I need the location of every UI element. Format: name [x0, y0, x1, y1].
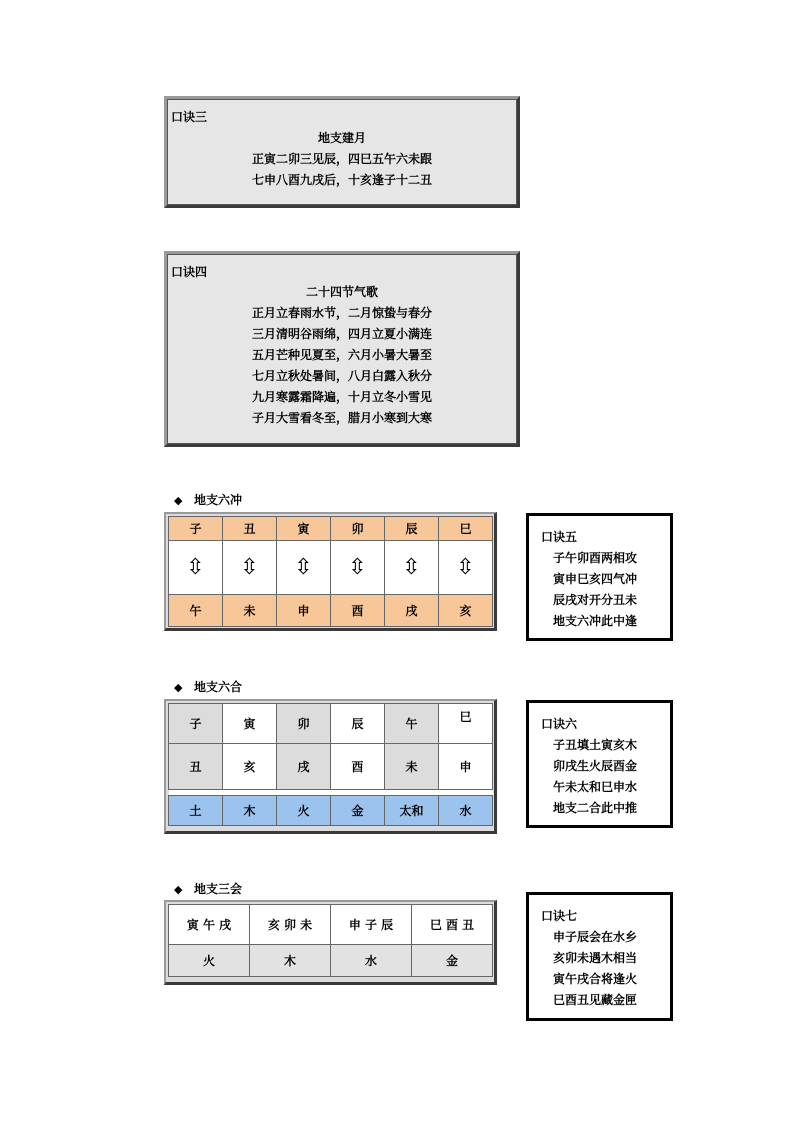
branch-cell: 戌	[277, 744, 331, 790]
arrow-cell	[223, 541, 277, 595]
rhyme-5-line: 地支六冲此中逢	[553, 614, 638, 628]
branch-cell: 未	[385, 744, 439, 790]
branch-cell: 午	[385, 704, 439, 744]
liuchong-arrow-row	[169, 541, 493, 595]
rhyme-7-label: 口诀七	[541, 909, 578, 923]
rhyme-7-line: 申子辰会在水乡	[553, 930, 638, 944]
rhyme-5-line: 子午卯酉两相攻	[553, 551, 638, 565]
branch-cell: 酉	[331, 744, 385, 790]
arrow-cell	[277, 541, 331, 595]
liuhe-row-2	[169, 744, 493, 790]
branch-cell: 辰	[385, 517, 439, 541]
element-cell: 火	[169, 945, 250, 977]
element-cell: 水	[439, 796, 493, 826]
group-cell: 寅 午 戌	[169, 905, 250, 945]
branch-cell: 寅	[223, 704, 277, 744]
element-cell: 火	[277, 796, 331, 826]
arrow-cell	[385, 541, 439, 595]
branch-cell: 戌	[385, 595, 439, 627]
liuhe-heading	[174, 678, 242, 695]
branch-cell: 丑	[223, 517, 277, 541]
koujue-3-line: 正寅二卯三见辰，四巳五午六未跟	[251, 152, 432, 166]
rhyme-5-line: 辰戌对开分丑未	[553, 593, 638, 607]
arrow-cell	[439, 541, 493, 595]
branch-cell: 辰	[331, 704, 385, 744]
liuchong-top-row	[169, 517, 493, 541]
branch-cell: 卯	[331, 517, 385, 541]
branch-cell: 卯	[277, 704, 331, 744]
diamond-bullet-icon: ◆	[174, 681, 183, 694]
arrow-cell	[331, 541, 385, 595]
branch-cell: 未	[223, 595, 277, 627]
rhyme-7-line: 巳酉丑见藏金匣	[553, 993, 638, 1007]
diamond-bullet-icon: ◆	[174, 494, 183, 507]
rhyme-6-label: 口诀六	[541, 717, 578, 731]
branch-cell: 寅	[277, 517, 331, 541]
branch-cell: 亥	[439, 595, 493, 627]
rhyme-7-line: 亥卯未遇木相当	[553, 951, 638, 965]
element-cell: 金	[331, 796, 385, 826]
koujue-4-line: 正月立春雨水节，二月惊蛰与春分	[251, 306, 432, 320]
rhyme-6-line: 子丑填土寅亥木	[553, 738, 638, 752]
liuhe-heading-text: 地支六合	[194, 680, 243, 694]
branch-cell: 巳	[439, 517, 493, 541]
koujue-3-label: 口诀三	[171, 110, 208, 124]
branch-cell: 申	[439, 744, 493, 790]
liuhe-row-1	[169, 704, 493, 744]
liuchong-table	[168, 516, 493, 627]
sanhui-heading-text: 地支三会	[194, 882, 243, 896]
liuchong-heading	[174, 491, 242, 508]
branch-cell: 子	[169, 704, 223, 744]
rhyme-5-label: 口诀五	[541, 530, 578, 544]
element-cell: 金	[412, 945, 493, 977]
koujue-4-line: 子月大雪看冬至，腊月小寒到大寒	[251, 411, 432, 425]
up-down-arrow-icon: ⇳	[186, 554, 205, 580]
rhyme-6-line: 地支二合此中推	[553, 801, 638, 815]
koujue-4-line: 三月清明谷雨绵，四月立夏小满连	[251, 327, 432, 341]
rhyme-6-line: 午未太和巳申水	[553, 780, 638, 794]
sanhui-heading	[174, 880, 242, 897]
branch-cell: 巳	[439, 704, 493, 744]
koujue-4-box	[164, 251, 520, 447]
koujue-3-line: 七申八酉九戌后，十亥逢子十二丑	[251, 173, 432, 187]
rhyme-6-box	[526, 700, 673, 828]
rhyme-6-line: 卯戌生火辰酉金	[553, 759, 638, 773]
liuhe-table	[168, 703, 493, 826]
diamond-bullet-icon: ◆	[174, 883, 183, 896]
liuchong-heading-text: 地支六冲	[194, 493, 243, 507]
sanhui-table	[168, 904, 493, 977]
group-cell: 亥 卯 未	[250, 905, 331, 945]
element-cell: 木	[250, 945, 331, 977]
branch-cell: 午	[169, 595, 223, 627]
rhyme-5-line: 寅申巳亥四气冲	[553, 572, 638, 586]
group-cell: 巳 酉 丑	[412, 905, 493, 945]
rhyme-7-box	[526, 892, 673, 1021]
up-down-arrow-icon: ⇳	[294, 554, 313, 580]
liuhe-result-row	[169, 796, 493, 826]
koujue-4-title: 二十四节气歌	[305, 285, 378, 299]
koujue-3-box	[164, 96, 520, 208]
element-cell: 水	[331, 945, 412, 977]
group-cell: 申 子 辰	[331, 905, 412, 945]
branch-cell: 丑	[169, 744, 223, 790]
branch-cell: 酉	[331, 595, 385, 627]
koujue-4-line: 五月芒种见夏至，六月小暑大暑至	[251, 348, 432, 362]
sanhui-element-row	[169, 945, 493, 977]
koujue-3-title: 地支建月	[317, 131, 366, 145]
up-down-arrow-icon: ⇳	[240, 554, 259, 580]
rhyme-5-box	[526, 513, 673, 641]
branch-cell: 申	[277, 595, 331, 627]
liuchong-bottom-row	[169, 595, 493, 627]
koujue-4-label: 口诀四	[171, 265, 208, 279]
koujue-4-line: 七月立秋处暑间，八月白露入秋分	[251, 369, 432, 383]
up-down-arrow-icon: ⇳	[456, 554, 475, 580]
koujue-4-line: 九月寒露霜降遍，十月立冬小雪见	[251, 390, 432, 404]
branch-cell: 亥	[223, 744, 277, 790]
element-cell: 木	[223, 796, 277, 826]
element-cell: 太和	[385, 796, 439, 826]
up-down-arrow-icon: ⇳	[402, 554, 421, 580]
sanhui-group-row	[169, 905, 493, 945]
up-down-arrow-icon: ⇳	[348, 554, 367, 580]
arrow-cell	[169, 541, 223, 595]
branch-cell: 子	[169, 517, 223, 541]
element-cell: 土	[169, 796, 223, 826]
rhyme-7-line: 寅午戌合将逢火	[553, 972, 638, 986]
